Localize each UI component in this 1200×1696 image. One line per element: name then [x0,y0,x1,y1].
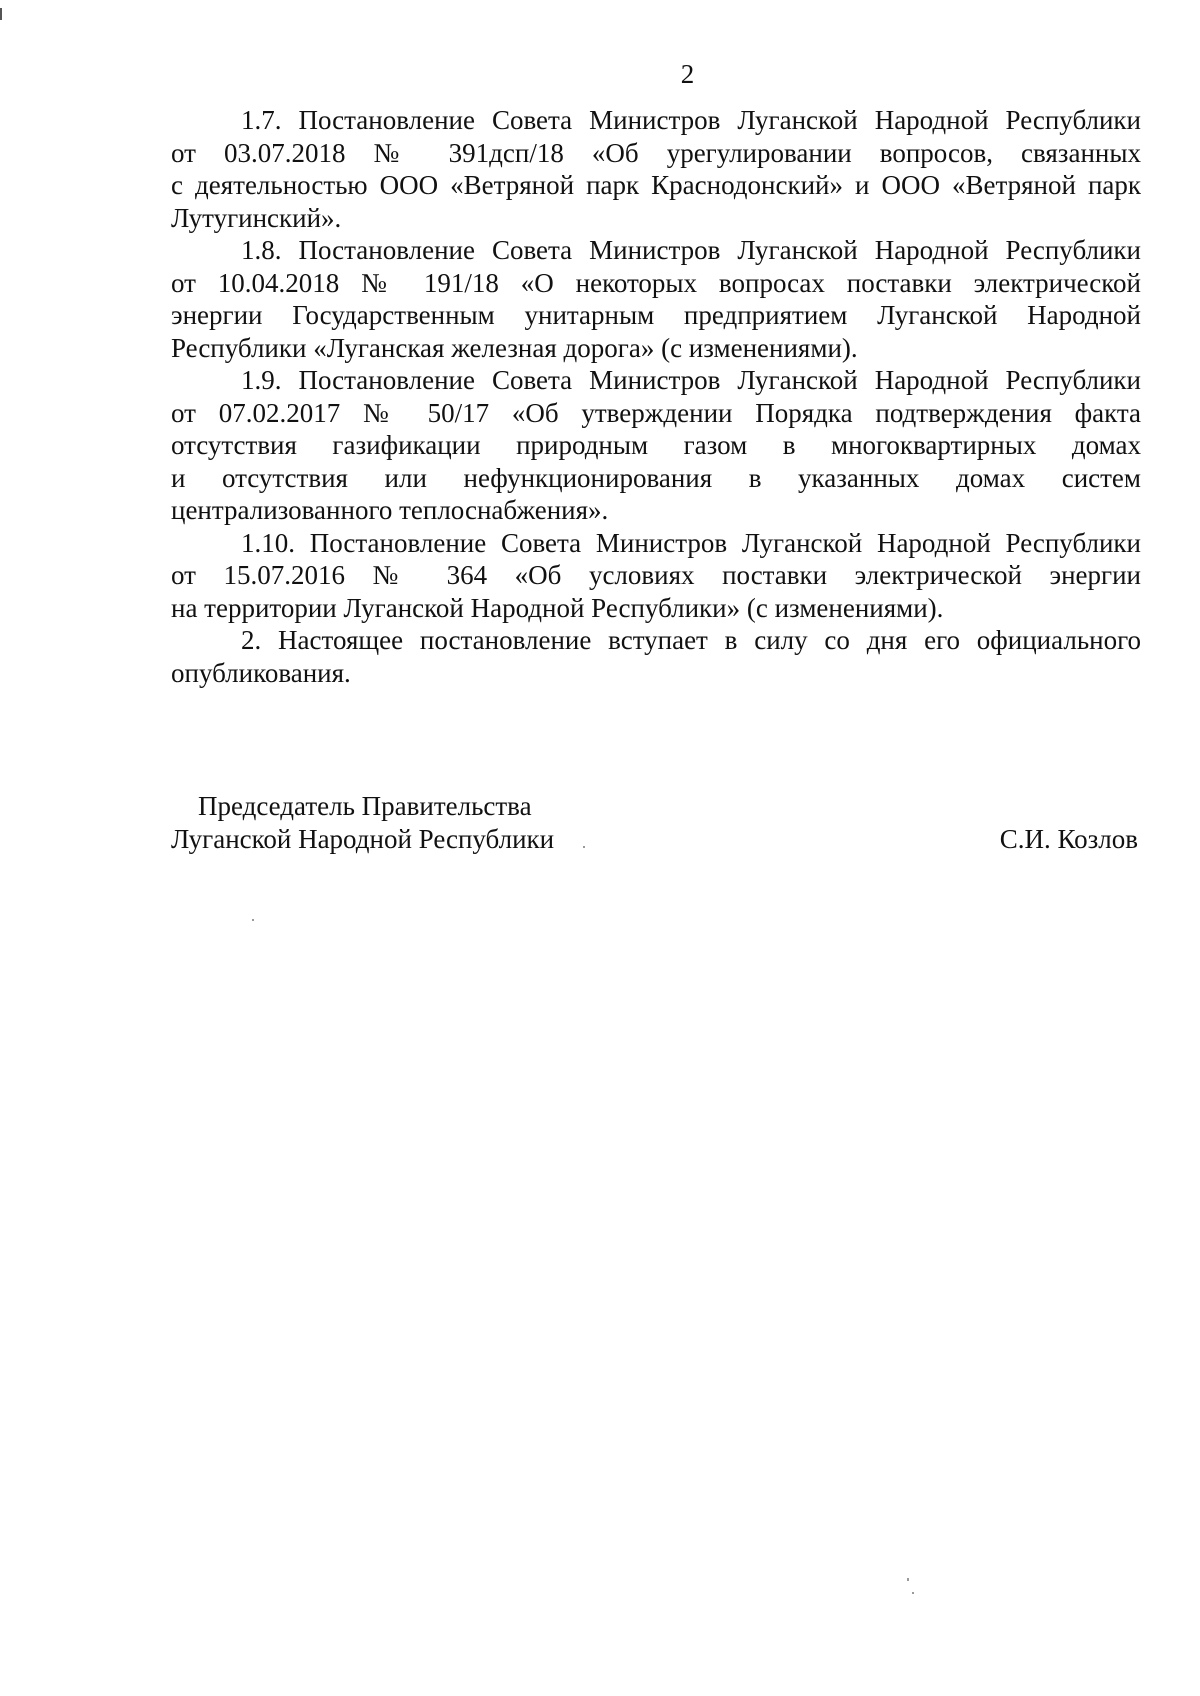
page-number: 2 [680,59,695,89]
paragraph-line: на территории Луганской Народной Республики» (с изменениями). [171,592,944,623]
scan-edge-mark [0,8,2,20]
scan-speck [252,919,254,921]
paragraph-1-9 [171,364,1141,527]
paragraph-line: опубликования. [171,657,351,688]
signatory-title-line-1: Председатель Правительства [198,791,532,821]
paragraph-line: централизованного теплоснабжения». [171,495,609,525]
paragraph-line: Лутугинский». [171,202,342,233]
paragraph-line: энергии Государственным унитарным предприятием Луганской Народной [171,300,1141,330]
paragraph-line: 1.10. Постановление Совета Министров Луганской Народной Республики [241,527,1141,558]
paragraph-1-10 [171,527,1141,625]
scan-speck [583,846,585,848]
paragraph-line: 1.7. Постановление Совета Министров Луганской Народной Республики [241,105,1141,135]
scan-speck [907,1578,909,1581]
paragraph-line: от 15.07.2016 № 364 «Об условиях поставки электрической энергии [171,560,1141,590]
paragraph-line: от 10.04.2018 № 191/18 «О некоторых вопросах поставки электрической [171,267,1141,298]
paragraph-line: 1.8. Постановление Совета Министров Луганской Народной Республики [241,235,1141,265]
signature-block [171,790,1141,855]
paragraph-2 [171,624,1141,689]
paragraph-line: от 07.02.2017 № 50/17 «Об утверждении Порядка подтверждения факта [171,397,1141,428]
paragraph-line: отсутствия газификации природным газом в многоквартирных домах [171,430,1141,460]
paragraph-line: Республики «Луганская железная дорога» (с изменениями). [171,332,858,363]
signatory-name: С.И. Козлов [999,823,1138,854]
signatory-title-line-2: Луганской Народной Республики [171,823,555,854]
paragraph-1-8 [171,234,1141,364]
document-body [171,104,1141,689]
paragraph-line: 1.9. Постановление Совета Министров Луганской Народной Республики [241,365,1141,395]
paragraph-line: с деятельностью ООО «Ветряной парк Краснодонский» и ООО «Ветряной парк [171,170,1141,200]
paragraph-line: от 03.07.2018 № 391дсп/18 «Об урегулировании вопросов, связанных [171,137,1141,168]
paragraph-line: 2. Настоящее постановление вступает в силу со дня его официального [241,625,1141,655]
paragraph-line: и отсутствия или нефункционирования в указанных домах систем [171,462,1141,493]
paragraph-1-7 [171,104,1141,234]
scan-speck [912,1592,914,1594]
